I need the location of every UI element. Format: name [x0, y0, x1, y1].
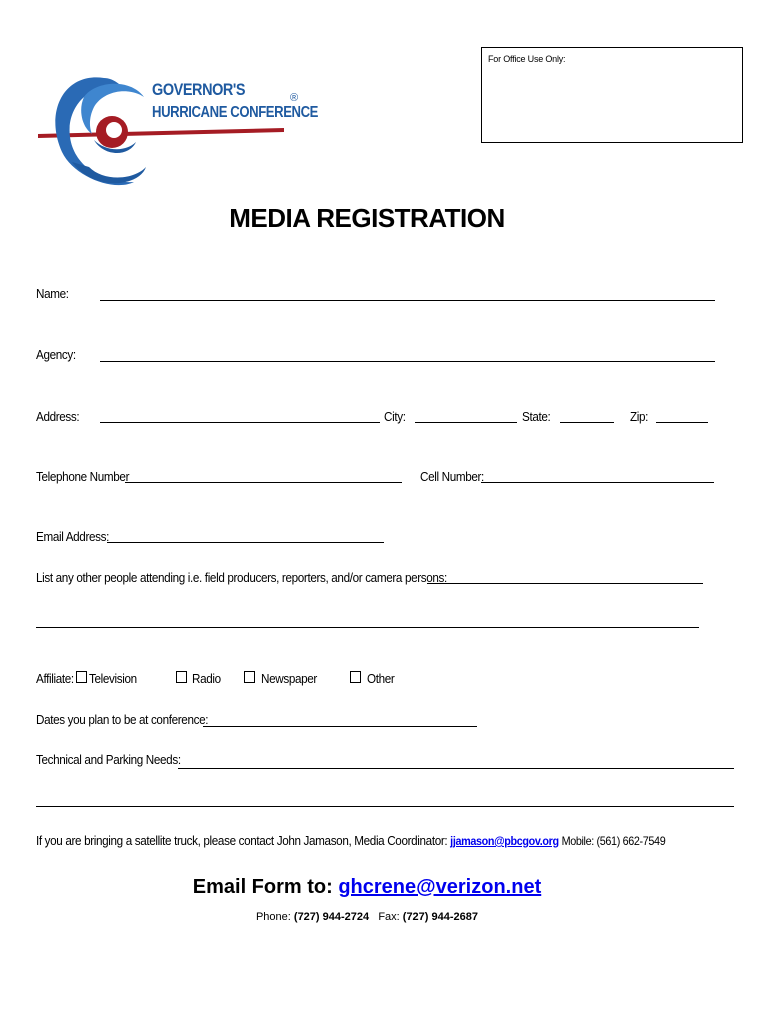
dates-label: Dates you plan to be at conference: — [36, 712, 209, 727]
dates-field[interactable] — [203, 726, 477, 727]
telephone-label: Telephone Number — [36, 469, 130, 484]
cell-label: Cell Number: — [420, 469, 484, 484]
coordinator-email-link[interactable]: jjamason@pbcgov.org — [450, 834, 559, 848]
radio-checkbox[interactable] — [176, 671, 187, 683]
television-label: Television — [89, 671, 137, 686]
name-field[interactable] — [100, 300, 715, 301]
technical-field[interactable] — [178, 768, 734, 769]
other-label: Other — [367, 671, 395, 686]
conference-logo — [34, 72, 319, 197]
email-form-to — [0, 876, 734, 899]
coordinator-mobile: Mobile: (561) 662-7549 — [561, 834, 666, 848]
telephone-field[interactable] — [125, 482, 402, 483]
city-label: City: — [384, 409, 406, 424]
others-label: List any other people attending i.e. field producers, reporters, and/or camera persons: — [36, 570, 447, 585]
zip-label: Zip: — [630, 409, 649, 424]
email-form-link[interactable]: ghcrene@verizon.net — [338, 876, 542, 898]
agency-field[interactable] — [100, 361, 715, 362]
zip-field[interactable] — [656, 422, 708, 423]
email-field[interactable] — [107, 542, 384, 543]
contact-phones — [0, 911, 734, 923]
other-checkbox[interactable] — [350, 671, 361, 683]
newspaper-label: Newspaper — [261, 671, 317, 686]
cell-field[interactable] — [481, 482, 714, 483]
technical-label: Technical and Parking Needs: — [36, 752, 181, 767]
name-label: Name: — [36, 286, 69, 301]
others-field-line2[interactable] — [36, 627, 699, 628]
newspaper-checkbox[interactable] — [244, 671, 255, 683]
address-field[interactable] — [100, 422, 380, 423]
fax-label: Fax: — [378, 911, 400, 923]
state-field[interactable] — [560, 422, 614, 423]
satellite-text: If you are bringing a satellite truck, please contact John Jamason, Media Coordinator: — [36, 833, 448, 848]
satellite-notice — [36, 833, 665, 848]
logo-line1: GOVERNOR'S — [152, 80, 246, 99]
registered-mark: ® — [290, 92, 299, 104]
email-form-label: Email Form to: — [192, 876, 333, 898]
office-use-box — [481, 47, 743, 143]
logo-line2: HURRICANE CONFERENCE — [152, 104, 319, 121]
radio-label: Radio — [192, 671, 221, 686]
phone-number: (727) 944-2724 — [293, 911, 370, 923]
technical-field-line2[interactable] — [36, 806, 734, 807]
others-field[interactable] — [427, 583, 703, 584]
phone-label: Phone: — [255, 911, 291, 923]
state-label: State: — [522, 409, 551, 424]
office-use-label: For Office Use Only: — [488, 54, 566, 64]
address-label: Address: — [36, 409, 80, 424]
city-field[interactable] — [415, 422, 517, 423]
agency-label: Agency: — [36, 347, 76, 362]
email-label: Email Address: — [36, 529, 109, 544]
affiliate-label: Affiliate: — [36, 671, 74, 686]
page-title: MEDIA REGISTRATION — [229, 203, 505, 233]
television-checkbox[interactable] — [76, 671, 87, 683]
fax-number: (727) 944-2687 — [402, 911, 479, 923]
